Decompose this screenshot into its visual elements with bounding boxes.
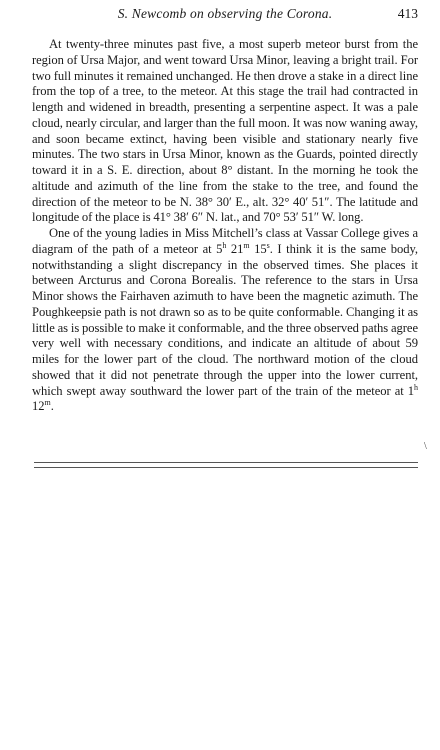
text-run: One of the young ladies in Miss Mitchell’s class at Vassar College gives a diagram of the path of a meteor at 5 [32, 226, 418, 256]
running-head [32, 6, 418, 24]
superscript-unit: m [44, 398, 51, 408]
superscript-unit: h [414, 382, 418, 392]
text-run: At twenty-three minutes past five, a most superb meteor burst from the region of Ursa Major, and went toward Ursa Minor, leaving a bright trail. For two full minutes it remained unchanged. He then drove a stake in a direct line from the top of a tree, to the meteor. At this stage the trail had contracted in length and widened in breadth, presenting a serpentine aspect. It was a pale cloud, nearly circular, and larger than the full moon. It was now waning away, and soon became extinct, having been visible and stationary nearly five minutes. The two stars in Ursa Minor, known as the Guards, pointed directly toward it in a S. E. direction, about 8° distant. In the morning he took the altitude and azimuth of the line from the stake to the tree, and found the direction of the meteor to be N. 38° 30′ E., alt. 32° 40′ 51″. The latitude and longitude of the place is 41° 38′ 6″ N. lat., and 70° 53′ 51″ W. long. [32, 37, 418, 225]
text-run: . I think it is the same body, notwithstanding a slight discrepancy in the observed times. She places it between Arcturus and Corona Borealis. The reference to the stars in Ursa Minor shows the Fairhaven azimuth to have been the magnetic azimuth. The Poughkeepsie path is not drawn so as to be quite conformable. Changing it as little as is possible to make it conformable, and the three observed paths agree very well with necessary conditions, and indicate an altitude of about 59 miles for the lower part of the cloud. The northward motion of the cloud showed that it did not penetrate through the upper into the lower current, which swept away southward the lower part of the train of the meteor at 1 [32, 241, 418, 398]
text-run: 15 [249, 241, 267, 256]
paragraph-meteor-observation [32, 37, 418, 226]
footer-rule-top [34, 462, 418, 463]
text-run: 21 [226, 241, 244, 256]
running-title: S. Newcomb on observing the Corona. [117, 6, 333, 21]
superscript-unit: h [222, 240, 227, 250]
text-run: . [50, 399, 54, 414]
footer-rule-bottom [34, 467, 418, 468]
superscript-unit: m [243, 240, 250, 250]
page-number: 413 [397, 6, 418, 21]
text-run: 12 [32, 399, 45, 414]
article-body [32, 37, 418, 415]
stray-mark: \ [424, 441, 427, 452]
superscript-unit: s [266, 240, 270, 250]
paragraph-vassar-diagram [32, 226, 418, 415]
